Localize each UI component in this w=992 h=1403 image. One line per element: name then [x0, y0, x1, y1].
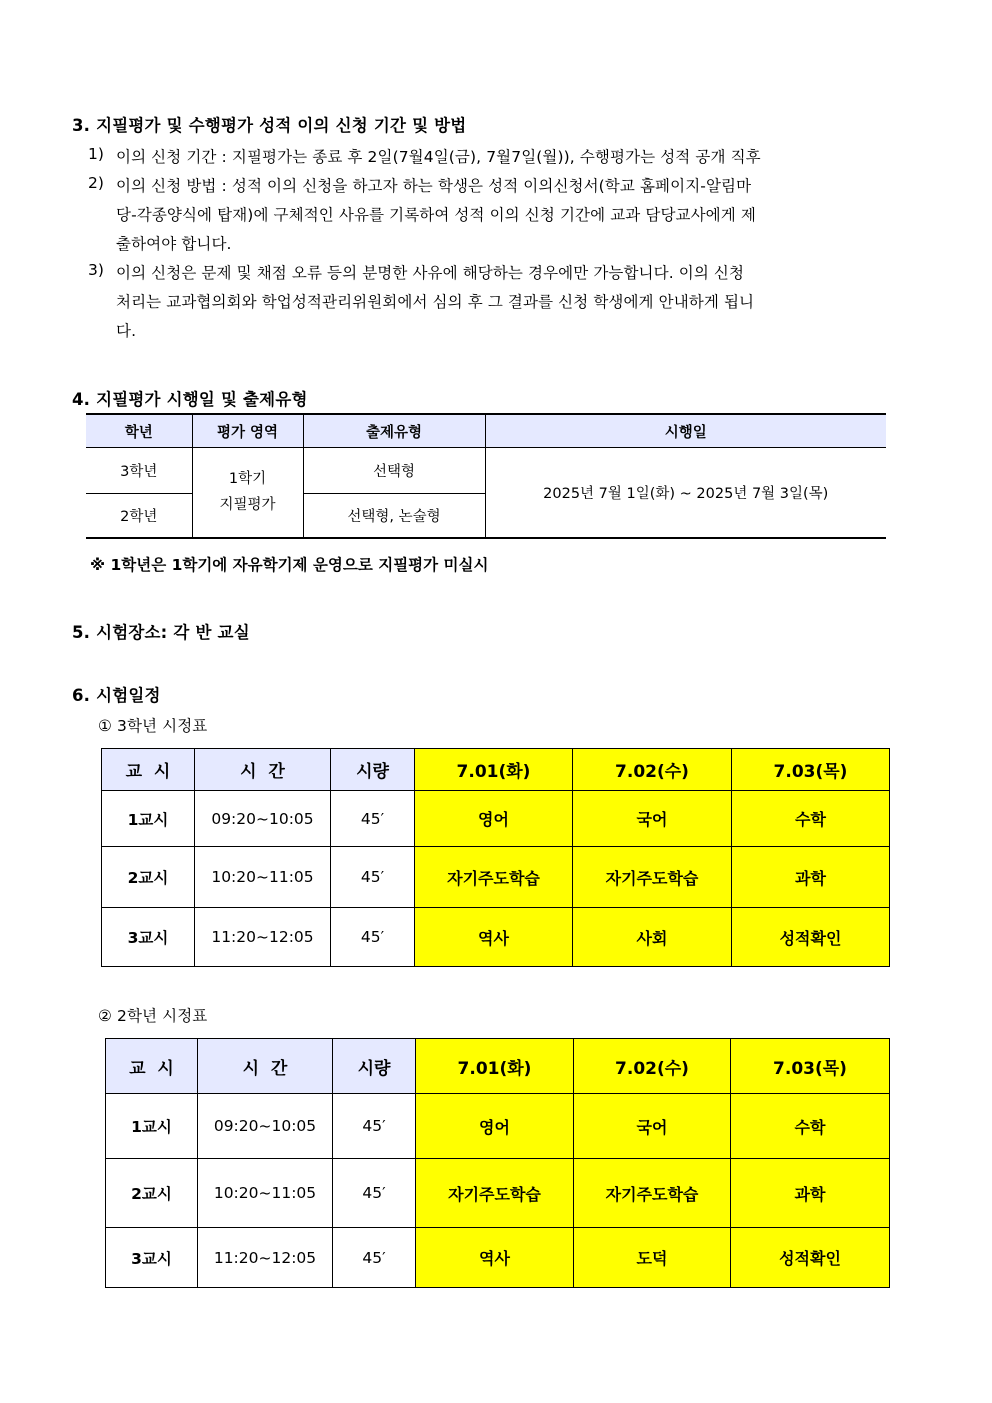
header-day-2: 7.02(수): [573, 749, 732, 791]
time-cell: 11:20~12:05: [195, 908, 331, 967]
item-2-line-1: 이의 신청 방법 : 성적 이의 신청을 하고자 하는 학생은 성적 이의신청서(학교 홈페이지-알림마: [116, 177, 752, 195]
header-day-2: 7.02(수): [574, 1039, 731, 1094]
section-6-heading: 6. 시험일정: [72, 686, 161, 705]
table-header-row: [102, 749, 890, 791]
time-cell: 09:20~10:05: [198, 1094, 333, 1159]
item-2-number: 2): [88, 174, 104, 192]
header-day-3: 7.03(목): [732, 749, 890, 791]
subject-cell: 국어: [573, 791, 732, 847]
period-cell: 3교시: [106, 1228, 198, 1288]
header-date: 시행일: [485, 414, 886, 448]
subject-cell: 영어: [416, 1094, 574, 1159]
item-2-line-2: 당-각종양식에 탑재)에 구체적인 사유를 기록하여 성적 이의 신청 기간에 교과 담당교사에게 제: [116, 206, 756, 224]
time-cell: 09:20~10:05: [195, 791, 331, 847]
period-cell: 1교시: [106, 1094, 198, 1159]
item-3-line-1: 이의 신청은 문제 및 채점 오류 등의 분명한 사유에 해당하는 경우에만 가능합니다. 이의 신청: [116, 264, 745, 282]
grade-2-schedule-table: [105, 1038, 890, 1288]
subject-cell: 역사: [416, 1228, 574, 1288]
period-cell: 2교시: [106, 1159, 198, 1228]
period-cell: 1교시: [102, 791, 195, 847]
subject-cell: 사회: [573, 908, 732, 967]
table-row: [102, 847, 890, 908]
header-period: 교 시: [102, 749, 195, 791]
exam-format-table: [86, 413, 886, 539]
subject-cell: 자기주도학습: [416, 1159, 574, 1228]
table-header-row: [86, 414, 886, 448]
grade-3-cell: 3학년: [120, 464, 158, 480]
period-cell: 2교시: [102, 847, 195, 908]
type-3-cell: 선택형: [303, 448, 485, 494]
item-3-line-3: 다.: [116, 322, 137, 340]
subject-cell: 자기주도학습: [415, 847, 573, 908]
grade-3-schedule-table: [101, 748, 890, 967]
area-line-2: 지필평가: [219, 497, 276, 514]
section-5-heading: 5. 시험장소: 각 반 교실: [72, 623, 250, 642]
table-row: [106, 1228, 890, 1288]
area-line-1: 1학기: [228, 471, 267, 488]
subject-cell: 과학: [731, 1159, 890, 1228]
header-grade: 학년: [86, 414, 192, 448]
header-duration: 시량: [333, 1039, 416, 1094]
header-day-1: 7.01(화): [415, 749, 573, 791]
subject-cell: 수학: [731, 1094, 890, 1159]
time-cell: 10:20~11:05: [195, 847, 331, 908]
subject-cell: 국어: [574, 1094, 731, 1159]
time-cell: 11:20~12:05: [198, 1228, 333, 1288]
duration-cell: 45′: [331, 847, 415, 908]
duration-cell: 45′: [333, 1228, 416, 1288]
date-cell: 2025년 7월 1일(화) ~ 2025년 7월 3일(목): [485, 448, 886, 538]
subject-cell: 자기주도학습: [573, 847, 732, 908]
header-time: 시 간: [198, 1039, 333, 1094]
item-1-number: 1): [88, 145, 104, 163]
schedule-3-title: ① 3학년 시정표: [98, 717, 208, 735]
duration-cell: 45′: [333, 1094, 416, 1159]
subject-cell: 자기주도학습: [574, 1159, 731, 1228]
table-row: [102, 908, 890, 967]
subject-cell: 영어: [415, 791, 573, 847]
item-3-number: 3): [88, 261, 104, 279]
item-1-line-1: 이의 신청 기간 : 지필평가는 종료 후 2일(7월4일(금), 7월7일(월)), 수행평가는 성적 공개 직후: [116, 148, 761, 166]
duration-cell: 45′: [331, 791, 415, 847]
item-2-line-3: 출하여야 합니다.: [116, 235, 232, 253]
header-time: 시 간: [195, 749, 331, 791]
header-type: 출제유형: [303, 414, 485, 448]
header-duration: 시량: [331, 749, 415, 791]
table-row: [102, 791, 890, 847]
duration-cell: 45′: [331, 908, 415, 967]
subject-cell: 수학: [732, 791, 890, 847]
period-cell: 3교시: [102, 908, 195, 967]
header-day-1: 7.01(화): [416, 1039, 574, 1094]
table-header-row: [106, 1039, 890, 1094]
type-2-cell: 선택형, 논술형: [303, 494, 485, 538]
grade-1-note: ※ 1학년은 1학기에 자유학기제 운영으로 지필평가 미실시: [90, 556, 489, 574]
subject-cell: 도덕: [574, 1228, 731, 1288]
subject-cell: 과학: [732, 847, 890, 908]
subject-cell: 성적확인: [732, 908, 890, 967]
header-day-3: 7.03(목): [731, 1039, 890, 1094]
subject-cell: 역사: [415, 908, 573, 967]
area-cell: [192, 448, 303, 538]
table-row: [106, 1094, 890, 1159]
item-3-line-2: 처리는 교과협의회와 학업성적관리위원회에서 심의 후 그 결과를 신청 학생에게 안내하게 됩니: [116, 293, 755, 311]
subject-cell: 성적확인: [731, 1228, 890, 1288]
table-row: [106, 1159, 890, 1228]
time-cell: 10:20~11:05: [198, 1159, 333, 1228]
section-3-heading: 3. 지필평가 및 수행평가 성적 이의 신청 기간 및 방법: [72, 116, 467, 135]
section-4-heading: 4. 지필평가 시행일 및 출제유형: [72, 390, 308, 409]
header-area: 평가 영역: [192, 414, 303, 448]
grade-2-cell: 2학년: [86, 494, 192, 538]
schedule-2-title: ② 2학년 시정표: [98, 1007, 208, 1025]
table-row: [86, 448, 886, 494]
header-period: 교 시: [106, 1039, 198, 1094]
duration-cell: 45′: [333, 1159, 416, 1228]
